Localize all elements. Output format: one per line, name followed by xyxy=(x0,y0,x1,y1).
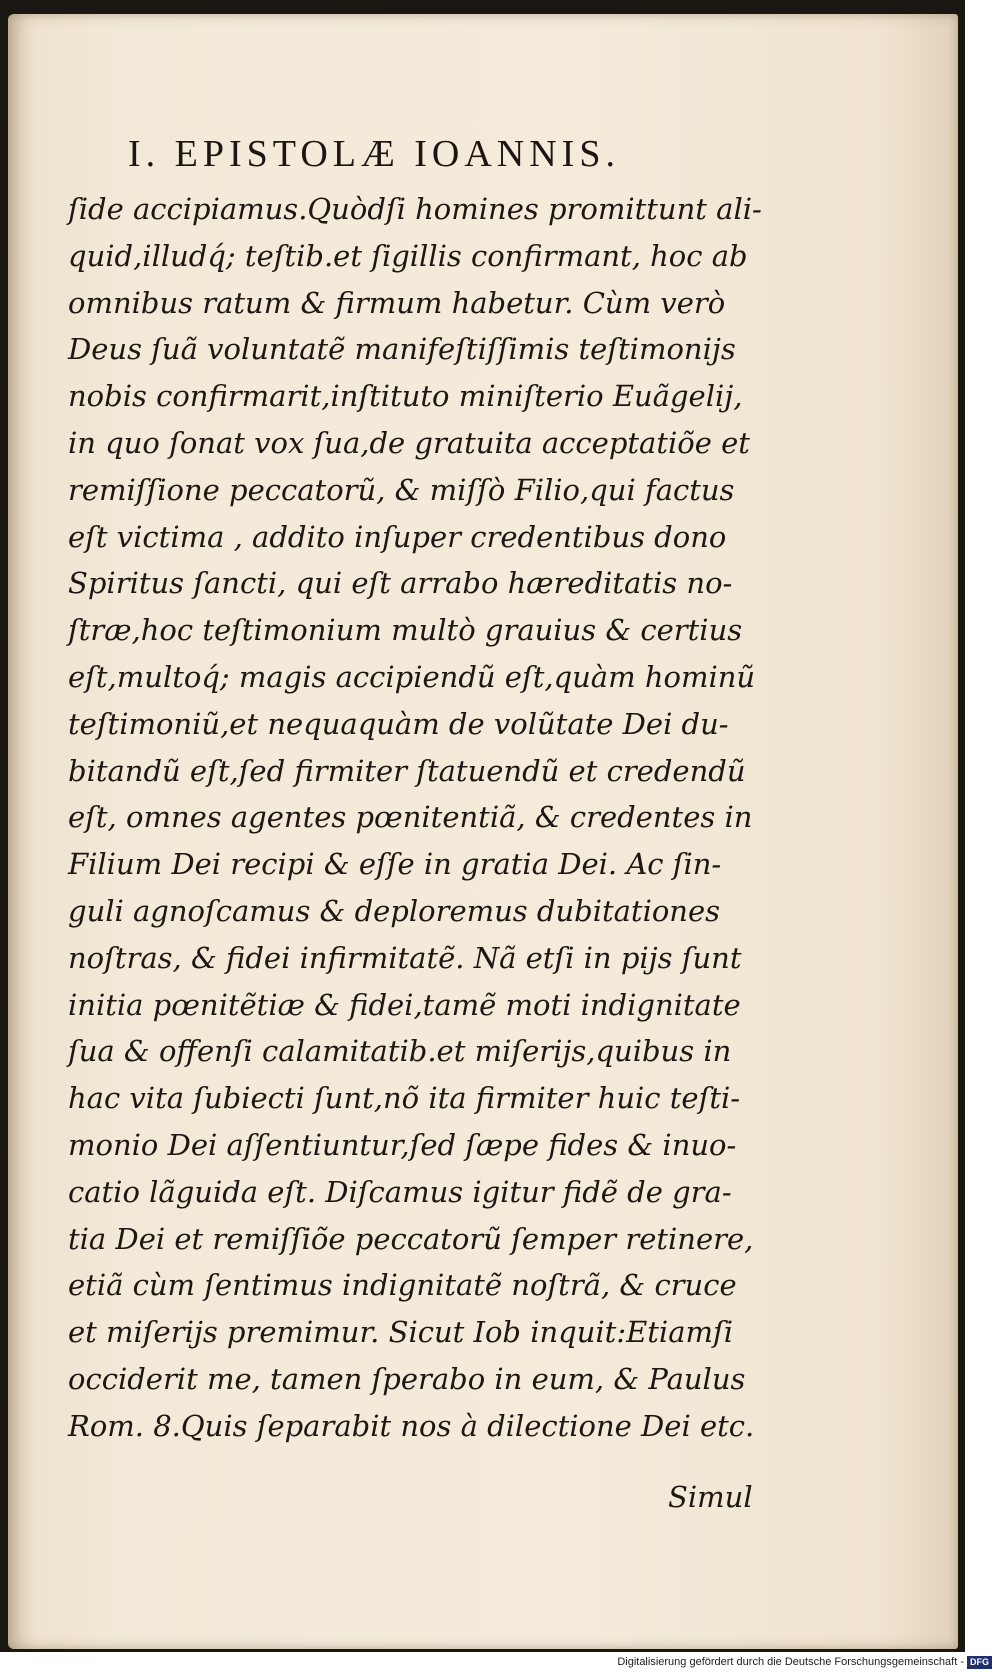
text-line: ſua & offenſi calamitatib.et miſerijs,quibus in xyxy=(68,1034,732,1069)
dfg-logo: DFG xyxy=(967,1656,992,1669)
text-line: occiderit me, tamen ſperabo in eum, & Paulus xyxy=(68,1361,746,1396)
text-line: omnibus ratum & firmum habetur. Cùm verò xyxy=(68,285,726,320)
text-line: in quo ſonat vox ſua,de gratuita acceptatiõe et xyxy=(68,425,750,460)
book-page xyxy=(8,14,958,1649)
text-line: teſtimoniũ,et nequaquàm de volũtate Dei du- xyxy=(68,706,729,741)
text-line: nobis confirmarit,inſtituto miniſterio Euãgelij, xyxy=(68,379,743,414)
text-line: eſt victima , addito inſuper credentibus dono xyxy=(68,519,727,554)
text-line: bitandũ eſt,ſed firmiter ſtatuendũ et credendũ xyxy=(68,753,746,788)
text-line: Filium Dei recipi & eſſe in gratia Dei. Ac ſin- xyxy=(68,847,722,882)
text-line: quid,illudq́; teſtib.et ſigillis confirmant, hoc ab xyxy=(68,238,748,273)
credit-text: Digitalisierung gefördert durch die Deutsche Forschungsgemeinschaft - xyxy=(617,1656,964,1668)
text-line: eſt,multoq́; magis accipiendũ eſt,quàm hominũ xyxy=(68,659,756,694)
text-line: Deus ſuã voluntatẽ manifeſtiſſimis teſtimonijs xyxy=(68,332,736,367)
text-line: ſide accipiamus.Quòdſi homines promittunt ali- xyxy=(68,192,762,226)
running-head: I. EPISTOLÆ IOANNIS. xyxy=(128,133,620,175)
body-text xyxy=(68,186,788,1450)
text-line: Spiritus ſancti, qui eſt arrabo hæreditatis no- xyxy=(68,566,733,601)
text-line: ſtræ,hoc teſtimonium multò grauius & certius xyxy=(68,613,743,648)
text-line: Rom. 8.Quis ſeparabit nos à dilectione Dei etc. xyxy=(68,1408,755,1443)
text-line: guli agnoſcamus & deploremus dubitationes xyxy=(68,893,721,928)
text-line: remiſſione peccatorũ, & miſſò Filio,qui factus xyxy=(68,472,735,507)
text-line: catio lãguida eſt. Diſcamus igitur fidẽ de gra- xyxy=(68,1174,732,1209)
text-line: eſt, omnes agentes pœnitentiã, & credentes in xyxy=(68,800,753,835)
text-line: et miſerijs premimur. Sicut Iob inquit:Etiamſi xyxy=(68,1315,734,1350)
text-line: initia pœnitẽtiæ & fidei,tamẽ moti indignitate xyxy=(68,987,741,1022)
text-line: hac vita ſubiecti ſunt,nõ ita firmiter huic teſti- xyxy=(68,1081,741,1116)
catchword: Simul xyxy=(668,1480,753,1514)
text-line: etiã cùm ſentimus indignitatẽ noſtrã, & cruce xyxy=(68,1268,737,1303)
text-line: monio Dei aſſentiuntur,ſed ſæpe fides & inuo- xyxy=(68,1127,737,1162)
text-line: noſtras, & fidei infirmitatẽ. Nã etſi in pijs ſunt xyxy=(68,940,742,975)
text-line: tia Dei et remiſſiõe peccatorũ ſemper retinere, xyxy=(68,1221,754,1256)
digitization-credit xyxy=(617,1654,992,1670)
